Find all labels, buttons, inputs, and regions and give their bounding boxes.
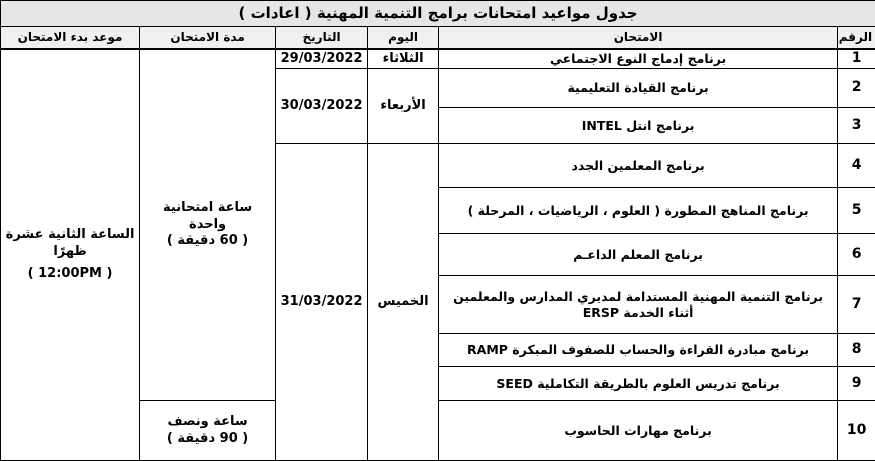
header-day: اليوم bbox=[368, 27, 439, 49]
row-program: برنامج تدريس العلوم بالطريقة التكاملية SEED bbox=[439, 367, 838, 401]
header-date: التاريخ bbox=[276, 27, 368, 49]
table-title: جدول مواعيد امتحانات برامج التنمية المهنية ( اعادات ) bbox=[1, 1, 875, 27]
header-start: موعد بدء الامتحان bbox=[1, 27, 140, 49]
row-number: 6 bbox=[838, 234, 875, 276]
duration-cell-60 bbox=[140, 49, 276, 401]
row-number: 5 bbox=[838, 188, 875, 234]
row-program: برنامج انتل INTEL bbox=[439, 108, 838, 144]
day-cell-tuesday: الثلاثاء bbox=[368, 49, 439, 69]
start-time-line1: الساعة الثانية عشرة bbox=[6, 227, 135, 242]
row-number: 3 bbox=[838, 108, 875, 144]
row-program: برنامج مهارات الحاسوب bbox=[439, 401, 838, 461]
start-time-cell bbox=[1, 49, 140, 461]
header-duration: مدة الامتحان bbox=[140, 27, 276, 49]
row-program: برنامج القيادة التعليمية bbox=[439, 69, 838, 108]
duration-90-line2: ( 90 دقيقة ) bbox=[167, 431, 248, 446]
header-exam: الامتحان bbox=[439, 27, 838, 49]
row-number: 4 bbox=[838, 144, 875, 188]
date-cell-2: 30/03/2022 bbox=[276, 69, 368, 144]
duration-90-line1: ساعة ونصف bbox=[167, 414, 247, 429]
table-row bbox=[1, 49, 875, 69]
row-number: 1 bbox=[838, 49, 875, 69]
row-program: برنامج المناهج المطورة ( العلوم ، الرياضيات ، المرحلة ) bbox=[439, 188, 838, 234]
row-program: برنامج مبادرة القراءة والحساب للصفوف المبكرة RAMP bbox=[439, 334, 838, 367]
row-program: برنامج إدماج النوع الاجتماعي bbox=[439, 49, 838, 69]
row-number: 2 bbox=[838, 69, 875, 108]
row-number: 10 bbox=[838, 401, 875, 461]
duration-60-line1: ساعة امتحانية واحدة bbox=[163, 200, 252, 231]
day-cell-thursday: الخميس bbox=[368, 144, 439, 461]
start-time-line3: ( 12:00PM ) bbox=[28, 266, 113, 281]
date-cell-3: 31/03/2022 bbox=[276, 144, 368, 461]
row-number: 9 bbox=[838, 367, 875, 401]
row-number: 8 bbox=[838, 334, 875, 367]
row-program: برنامج التنمية المهنية المستدامة لمديري المدارس والمعلمين أثناء الخدمة ERSP bbox=[439, 276, 838, 334]
row-number: 7 bbox=[838, 276, 875, 334]
duration-cell-90 bbox=[140, 401, 276, 461]
date-cell-1: 29/03/2022 bbox=[276, 49, 368, 69]
row-program: برنامج المعلم الداعـم bbox=[439, 234, 838, 276]
duration-60-line2: ( 60 دقيقة ) bbox=[167, 233, 248, 248]
day-cell-wednesday: الأربعاء bbox=[368, 69, 439, 144]
row-program: برنامج المعلمين الجدد bbox=[439, 144, 838, 188]
header-number: الرقم bbox=[838, 27, 875, 49]
start-time-line2: ظهرًا bbox=[53, 244, 86, 259]
